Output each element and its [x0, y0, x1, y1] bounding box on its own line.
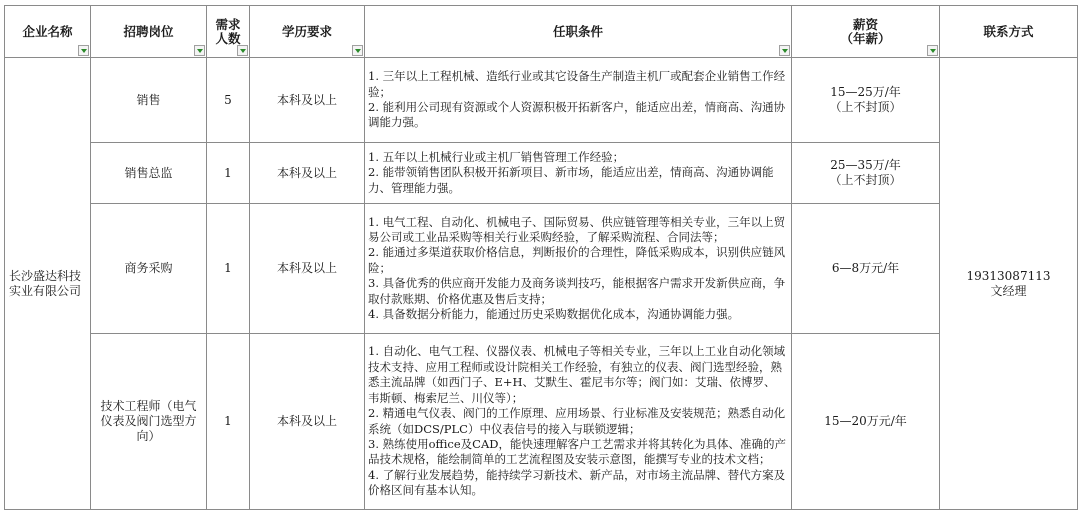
salary-cell: [792, 143, 940, 204]
requirement-item: 3. 熟练使用office及CAD，能快速理解客户工艺需求并将其转化为具体、准确的产品技术规格，能绘制简单的工艺流程图及安装示意图，能撰写专业的技术文档；: [368, 436, 786, 467]
contact-cell: [940, 58, 1078, 510]
requirement-item: 2. 精通电气仪表、阀门的工作原理、应用场景、行业标准及安装规范；熟悉自动化系统（如DCS/PLC）中仪表信号的接入与联锁逻辑；: [368, 406, 786, 436]
count-cell: 1: [207, 143, 250, 204]
requirements-cell: [365, 58, 792, 143]
table-row: [5, 58, 1078, 143]
salary-cell: [792, 58, 940, 143]
requirement-item: 1. 电气工程、自动化、机械电子、国际贸易、供应链管理等相关专业，三年以上贸易公司或工业品采购等相关行业采购经验，了解采购流程、合同法等；: [368, 214, 786, 244]
header-contact-label: 联系方式: [983, 23, 1034, 39]
position-cell: 销售总监: [91, 143, 207, 204]
salary-note: （上不封顶）: [829, 100, 902, 114]
salary-note: （上不封顶）: [829, 173, 902, 187]
header-salary-label-1: 薪资: [852, 16, 878, 32]
table-row: [5, 204, 1078, 334]
position-cell: 商务采购: [91, 204, 207, 334]
requirement-item: 4. 了解行业发展趋势，能持续学习新技术、新产品，对市场主流品牌、替代方案及价格区间有基本认知。: [368, 467, 786, 498]
requirement-item: 3. 具备优秀的供应商开发能力及商务谈判技巧，能根据客户需求开发新供应商，争取付款账期、价格优惠及售后支持；: [368, 276, 786, 306]
requirement-item: 4. 具备数据分析能力，能通过历史采购数据优化成本，沟通协调能力强。: [368, 307, 740, 322]
count-cell: 5: [207, 58, 250, 143]
header-position-label: 招聘岗位: [123, 23, 174, 39]
header-company-label: 企业名称: [22, 23, 73, 39]
salary-range: 15—25万/年: [830, 85, 901, 99]
company-cell: [5, 58, 91, 510]
company-name: 长沙盛达科技实业有限公司: [9, 268, 82, 298]
requirement-item: 2. 能带领销售团队积极开拓新项目、新市场，能适应出差，情商高、沟通协调能力、管理能力强。: [368, 165, 774, 195]
header-requirements-label: 任职条件: [552, 23, 603, 39]
header-row: [5, 6, 1078, 58]
salary-range: 6—8万元/年: [831, 261, 900, 275]
header-salary: [792, 6, 940, 58]
header-salary-label-2: （年薪）: [840, 30, 891, 46]
header-count-label-2: 人数: [215, 30, 241, 46]
salary-range: 15—20万元/年: [824, 414, 907, 428]
table-row: [5, 334, 1078, 510]
requirements-cell: [365, 204, 792, 334]
filter-dropdown-icon[interactable]: [779, 45, 790, 56]
salary-cell: [792, 204, 940, 334]
filter-dropdown-icon[interactable]: [194, 45, 205, 56]
filter-dropdown-icon[interactable]: [352, 45, 363, 56]
header-count: [207, 6, 250, 58]
requirements-cell: [365, 334, 792, 510]
header-requirements: [365, 6, 792, 58]
job-table: [4, 5, 1078, 510]
requirement-item: 1. 自动化、电气工程、仪器仪表、机械电子等相关专业，三年以上工业自动化领域技术支持、应用工程师或设计院相关工作经验，有独立的仪表、阀门选型经验，熟悉主流品牌（如西门子、E+H、艾默生、霍尼韦尔等；阀门如：艾瑞、依博罗、韦斯顿、梅索尼兰、川仪等）；: [368, 344, 786, 405]
requirement-item: 2. 能利用公司现有资源或个人资源积极开拓新客户，能适应出差，情商高、沟通协调能力强。: [368, 100, 786, 130]
requirement-item: 1. 三年以上工程机械、造纸行业或其它设备生产制造主机厂或配套企业销售工作经验；: [368, 69, 786, 99]
salary-range: 25—35万/年: [830, 158, 901, 172]
header-contact: [940, 6, 1078, 58]
header-company: [5, 6, 91, 58]
table-row: [5, 143, 1078, 204]
requirement-item: 2. 能通过多渠道获取价格信息，判断报价的合理性，降低采购成本，识别供应链风险；: [368, 245, 786, 275]
contact-name: 文经理: [990, 283, 1027, 298]
header-position: [91, 6, 207, 58]
count-cell: 1: [207, 334, 250, 510]
header-education-label: 学历要求: [281, 23, 332, 39]
filter-dropdown-icon[interactable]: [927, 45, 938, 56]
education-cell: 本科及以上: [250, 204, 365, 334]
header-count-label-1: 需求: [215, 16, 241, 32]
count-cell: 1: [207, 204, 250, 334]
education-cell: 本科及以上: [250, 143, 365, 204]
contact-phone: 19313087113: [966, 268, 1051, 283]
education-cell: 本科及以上: [250, 334, 365, 510]
education-cell: 本科及以上: [250, 58, 365, 143]
position-cell: 销售: [91, 58, 207, 143]
requirement-item: 1. 五年以上机械行业或主机厂销售管理工作经验；: [368, 149, 625, 164]
salary-cell: [792, 334, 940, 510]
position-name: 技术工程师（电气仪表及阀门选型方向）: [100, 399, 197, 443]
position-cell: [91, 334, 207, 510]
filter-dropdown-icon[interactable]: [78, 45, 89, 56]
filter-dropdown-icon[interactable]: [237, 45, 248, 56]
header-education: [250, 6, 365, 58]
requirements-cell: [365, 143, 792, 204]
